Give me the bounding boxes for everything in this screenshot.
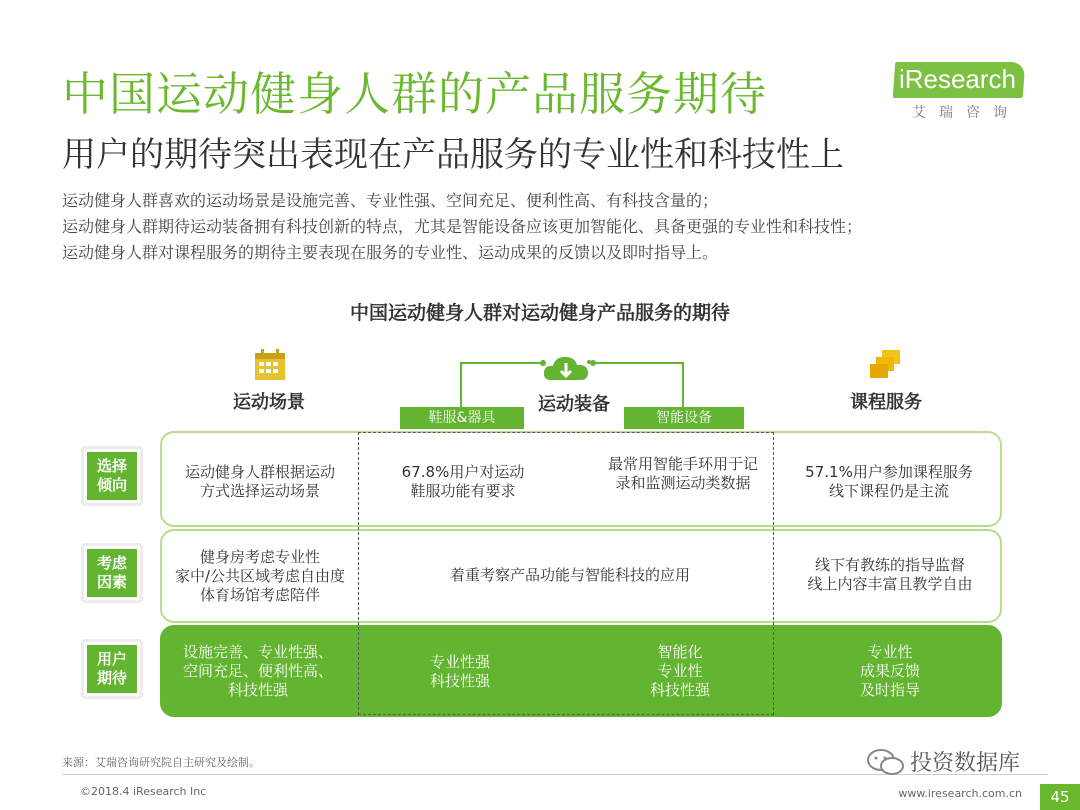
source-note: 来源：艾瑞咨询研究院自主研究及绘制。 [62, 756, 260, 769]
wechat-icon [866, 747, 906, 777]
logo-cn: 艾瑞咨询 [912, 105, 1020, 121]
cell-factor-course: 线下有教练的指导监督 线上内容丰富且教学自由 [807, 556, 973, 593]
page-number: 45 [1040, 784, 1080, 810]
label-choice-text: 选择 倾向 [87, 452, 137, 500]
bullet-1: 运动健身人群喜欢的运动场景是设施完善、专业性强、空间充足、便利性高、有科技含量的； [62, 191, 719, 210]
label-expect-text: 用户 期待 [87, 645, 137, 693]
row-label-factor [81, 543, 143, 603]
bullet-2: 运动健身人群期待运动装备拥有科技创新的特点，尤其是智能设备应该更加智能化、具备更强的专业性和科技性； [62, 217, 863, 236]
page-title: 中国运动健身人群的产品服务期待 [62, 67, 767, 121]
page-subtitle: 用户的期待突出表现在产品服务的专业性和科技性上 [62, 135, 844, 175]
column-gear: 运动装备 [538, 394, 610, 415]
logo-text: iResearch [898, 64, 1016, 94]
website-url[interactable]: www.iresearch.com.cn [898, 787, 1022, 800]
cell-expect-course: 专业性 成果反馈 及时指导 [859, 643, 920, 699]
cell-choice-scene: 运动健身人群根据运动方式选择运动场景 [185, 463, 336, 500]
stack-icon [868, 348, 904, 382]
watermark-text: 投资数据库 [910, 751, 1021, 776]
column-scene: 运动场景 [233, 392, 305, 413]
bullet-3: 运动健身人群对课程服务的期待主要表现在服务的专业性、运动成果的反馈以及即时指导上。 [62, 243, 719, 262]
row-label-expect [81, 639, 143, 699]
tag-smart-device: 智能设备 [624, 407, 744, 429]
copyright: ©2018.4 iResearch Inc [80, 785, 207, 798]
label-factor-text: 考虑 因素 [87, 549, 137, 597]
calendar-icon [253, 348, 287, 382]
column-course: 课程服务 [850, 392, 922, 413]
chart-title: 中国运动健身人群对运动健身产品服务的期待 [349, 302, 730, 324]
gear-column-frame [358, 432, 774, 715]
cell-choice-shoes: 67.8%用户对运动鞋服功能有要求 [401, 463, 525, 500]
row-label-choice [81, 446, 143, 506]
iresearch-logo [884, 62, 1024, 122]
cell-factor-scene: 健身房考虑专业性 家中/公共区域考虑自由度 体育场馆考虑陪伴 [174, 548, 346, 604]
cell-expect-smart: 智能化 专业性 科技性强 [649, 643, 710, 699]
cell-factor-gear: 着重考察产品功能与智能科技的应用 [449, 566, 690, 584]
cell-expect-scene: 设施完善、专业性强、 空间充足、便利性高、 科技性强 [182, 643, 333, 699]
summary-bullets [62, 188, 862, 266]
tag-shoes: 鞋服&器具 [400, 407, 524, 429]
cell-choice-smart: 最常用智能手环用于记录和监测运动类数据 [608, 455, 759, 492]
cell-expect-shoes: 专业性强 科技性强 [429, 653, 490, 690]
cell-choice-course: 57.1%用户参加课程服务线下课程仍是主流 [805, 463, 973, 500]
